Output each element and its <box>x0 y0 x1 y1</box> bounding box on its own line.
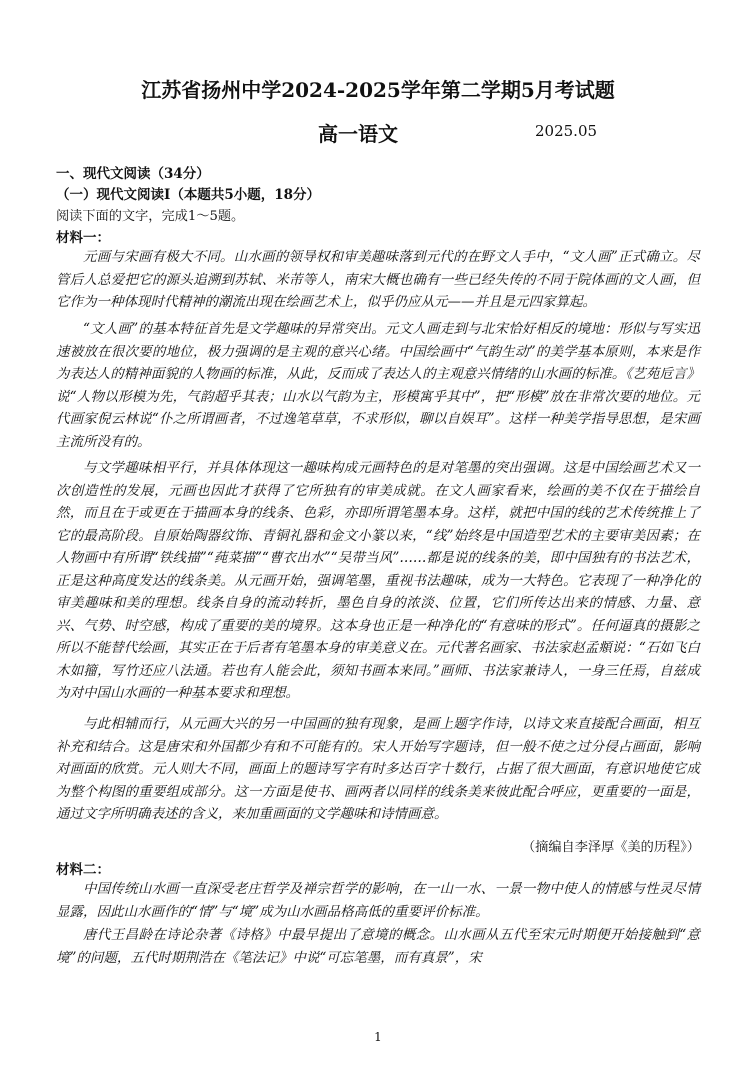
exam-title: 江苏省扬州中学2024-2025学年第二学期5月考试题 <box>141 78 615 102</box>
subtitle-row <box>0 118 756 148</box>
material-one-label: 材料一： <box>56 230 110 246</box>
material-one-paragraph: “文人画”的基本特征首先是文学趣味的异常突出。元文人画走到与北宋恰好相反的境地：形似与写实迅速被放在很次要的地位，极力强调的是主观的意兴心绪。中国绘画中“气韵生动”的美学基本原则，本来是作为表达人的精神面貌的人物画的标准，从此，反而成了表达人的主观意兴情绪的山水画的标准。《艺苑卮言》说“人物以形模为先，气韵超乎其表；山水以气韵为主，形模寓乎其中”，把“形模”放在非常次要的地位。元代画家倪云林说“仆之所谓画者，不过逸笔草草，不求形似，聊以自娱耳”。这样一种美学指导思想，是宋画主流所没有的。 <box>56 321 700 450</box>
material-one-source: （摘编自李泽厚《美的历程》） <box>521 840 700 855</box>
material-one-paragraph: 元画与宋画有极大不同。山水画的领导权和审美趣味落到元代的在野文人手中，“文人画”正式确立。尽管后人总爱把它的源头追溯到苏轼、米芾等人，南宋大概也确有一些已经失传的不同于院体画的文人画，但它作为一种体现时代精神的潮流出现在绘画艺术上，似乎仍应从元——并且是元四家算起。 <box>56 249 700 310</box>
subject-label: 高一语文 <box>318 122 398 146</box>
material-two-paragraph: 唐代王昌龄在诗论杂著《诗格》中最早提出了意境的概念。山水画从五代至宋元时期便开始接触到“意境”的问题，五代时期荆浩在《笔法记》中说“可忘笔墨，而有真景”，宋 <box>56 927 700 966</box>
material-one-paragraph: 与文学趣味相平行，并具体体现这一趣味构成元画特色的是对笔墨的突出强调。这是中国绘画艺术又一次创造性的发展，元画也因此才获得了它所独有的审美成就。在文人画家看来，绘画的美不仅在于描绘自然，而且在于或更在于描画本身的线条、色彩，亦即所谓笔墨本身。这样，就把中国的线的艺术传统推上了它的最高阶段。自原始陶器纹饰、青铜礼器和金文小篆以来，“线”始终是中国造型艺术的主要审美因素；在人物画中有所谓“铁线描”“莼菜描”“曹衣出水”“吴带当风”……都是说的线条的美，即中国独有的书法艺术，正是这种高度发达的线条美。从元画开始，强调笔墨，重视书法趣味，成为一大特色。它表现了一种净化的审美趣味和美的理想。线条自身的流动转折，墨色自身的浓淡、位置，它们所传达出来的情感、力量、意兴、气势、时空感，构成了重要的美的境界。这本身也正是一种净化的“有意味的形式”。任何逼真的摄影之所以不能替代绘画，其实正在于后者有笔墨本身的审美意义在。元代著名画家、书法家赵孟頫说：“石如飞白木如籀，写竹还应八法通。若也有人能会此，须知书画本来同。”画师、书法家兼诗人，一身三任焉，自兹成为对中国山水画的一种基本要求和理想。 <box>56 460 700 701</box>
page-number: 1 <box>374 1030 382 1044</box>
material-one-paragraph: 与此相辅而行，从元画大兴的另一中国画的独有现象，是画上题字作诗，以诗文来直接配合画面，相互补充和结合。这是唐宋和外国都少有和不可能有的。宋人开始写字题诗，但一般不使之过分侵占画面，影响对画面的欣赏。元人则大不同，画面上的题诗写字有时多达百字十数行，占据了很大画面，有意识地使它成为整个构图的重要组成部分。这一方面是使书、画两者以同样的线条美来彼此配合呼应，更重要的一面是，通过文字所明确表述的含义，来加重画面的文学趣味和诗情画意。 <box>56 716 700 822</box>
reading-instruction: 阅读下面的文字，完成1～5题。 <box>56 209 245 224</box>
material-two-paragraph: 中国传统山水画一直深受老庄哲学及禅宗哲学的影响，在一山一水、一景一物中使人的情感与性灵尽情显露，因此山水画作的“情”与“境”成为山水画品格高低的重要评价标准。 <box>56 881 700 920</box>
subsection-heading: （一）现代文阅读Ⅰ（本题共5小题，18分） <box>56 187 320 203</box>
material-two-label: 材料二： <box>56 862 110 878</box>
section-heading: 一、现代文阅读（34分） <box>56 166 210 182</box>
exam-date: 2025.05 <box>535 122 598 140</box>
